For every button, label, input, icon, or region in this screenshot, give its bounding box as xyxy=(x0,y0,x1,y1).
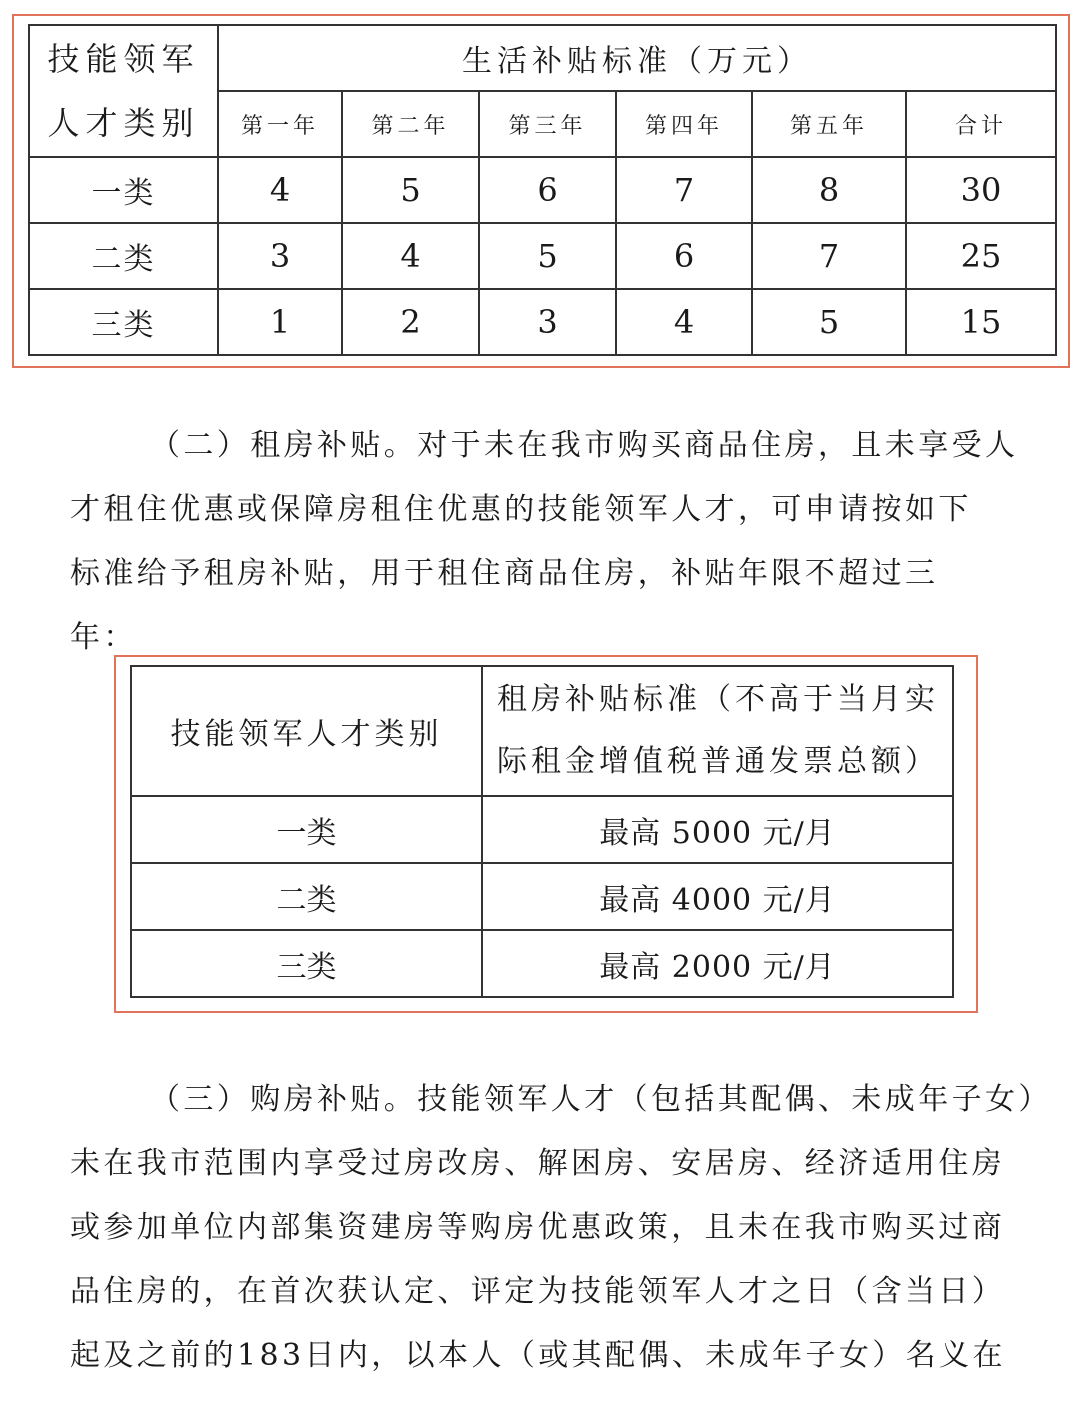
year-header: 第五年 xyxy=(752,91,906,157)
paragraph-line: （三）购房补贴。技能领军人才（包括其配偶、未成年子女） xyxy=(150,1082,1052,1117)
table-row xyxy=(29,289,1056,355)
table-row xyxy=(29,223,1056,289)
total-header: 合计 xyxy=(906,91,1056,157)
standard-header-line1: 租房补贴标准（不高于当月实 xyxy=(497,682,939,717)
table-cell: 最高 2000 元/月 xyxy=(482,930,953,997)
standard-header-line2: 际租金增值税普通发票总额） xyxy=(497,744,939,779)
row-category-label: 一类 xyxy=(131,796,482,863)
paragraph-line: 才租住优惠或保障房租住优惠的技能领军人才，可申请按如下 xyxy=(70,492,972,527)
year-header: 第三年 xyxy=(479,91,616,157)
row-category-label: 三类 xyxy=(29,289,218,355)
table-cell: 最高 5000 元/月 xyxy=(482,796,953,863)
row-category-label: 二类 xyxy=(131,863,482,930)
table-cell: 5 xyxy=(342,157,479,223)
year-header: 第二年 xyxy=(342,91,479,157)
table-cell: 6 xyxy=(479,157,616,223)
rent-subsidy-table xyxy=(130,665,954,998)
standard-header: 生活补贴标准（万元） xyxy=(218,25,1056,91)
total-cell: 15 xyxy=(906,289,1056,355)
rent-subsidy-paragraph xyxy=(70,414,1030,670)
paragraph-line: 标准给予租房补贴，用于租住商品住房，补贴年限不超过三 xyxy=(70,556,939,591)
table-cell: 7 xyxy=(616,157,752,223)
category-header-line2: 人才类别 xyxy=(47,104,200,142)
paragraph-line: 或参加单位内部集资建房等购房优惠政策，且未在我市购买过商 xyxy=(70,1210,1006,1245)
table-cell: 8 xyxy=(752,157,906,223)
row-category-label: 一类 xyxy=(29,157,218,223)
table-cell: 1 xyxy=(218,289,342,355)
paragraph-line: 品住房的，在首次获认定、评定为技能领军人才之日（含当日） xyxy=(70,1274,1006,1309)
table-cell: 7 xyxy=(752,223,906,289)
table-cell: 最高 4000 元/月 xyxy=(482,863,953,930)
category-header: 技能领军人才类别 xyxy=(131,666,482,796)
table-cell: 3 xyxy=(218,223,342,289)
table-cell: 4 xyxy=(218,157,342,223)
row-category-label: 三类 xyxy=(131,930,482,997)
total-cell: 30 xyxy=(906,157,1056,223)
table-row xyxy=(131,863,953,930)
total-cell: 25 xyxy=(906,223,1056,289)
row-category-label: 二类 xyxy=(29,223,218,289)
table-cell: 2 xyxy=(342,289,479,355)
paragraph-line: 起及之前的183日内，以本人（或其配偶、未成年子女）名义在 xyxy=(70,1338,1006,1373)
category-header-line1: 技能领军 xyxy=(47,40,200,78)
paragraph-line: 未在我市范围内享受过房改房、解困房、安居房、经济适用住房 xyxy=(70,1146,1006,1181)
table-cell: 6 xyxy=(616,223,752,289)
table-cell: 5 xyxy=(479,223,616,289)
table-row xyxy=(131,930,953,997)
purchase-subsidy-paragraph xyxy=(70,1068,1052,1388)
table-row xyxy=(29,157,1056,223)
year-header: 第一年 xyxy=(218,91,342,157)
table-cell: 3 xyxy=(479,289,616,355)
table-row xyxy=(131,796,953,863)
table-cell: 4 xyxy=(342,223,479,289)
living-subsidy-table xyxy=(28,24,1057,356)
paragraph-line: 年： xyxy=(70,620,137,655)
category-header xyxy=(29,25,218,157)
standard-header xyxy=(482,666,953,796)
year-header: 第四年 xyxy=(616,91,752,157)
table-cell: 5 xyxy=(752,289,906,355)
paragraph-line: （二）租房补贴。对于未在我市购买商品住房，且未享受人 xyxy=(150,428,1019,463)
table-cell: 4 xyxy=(616,289,752,355)
